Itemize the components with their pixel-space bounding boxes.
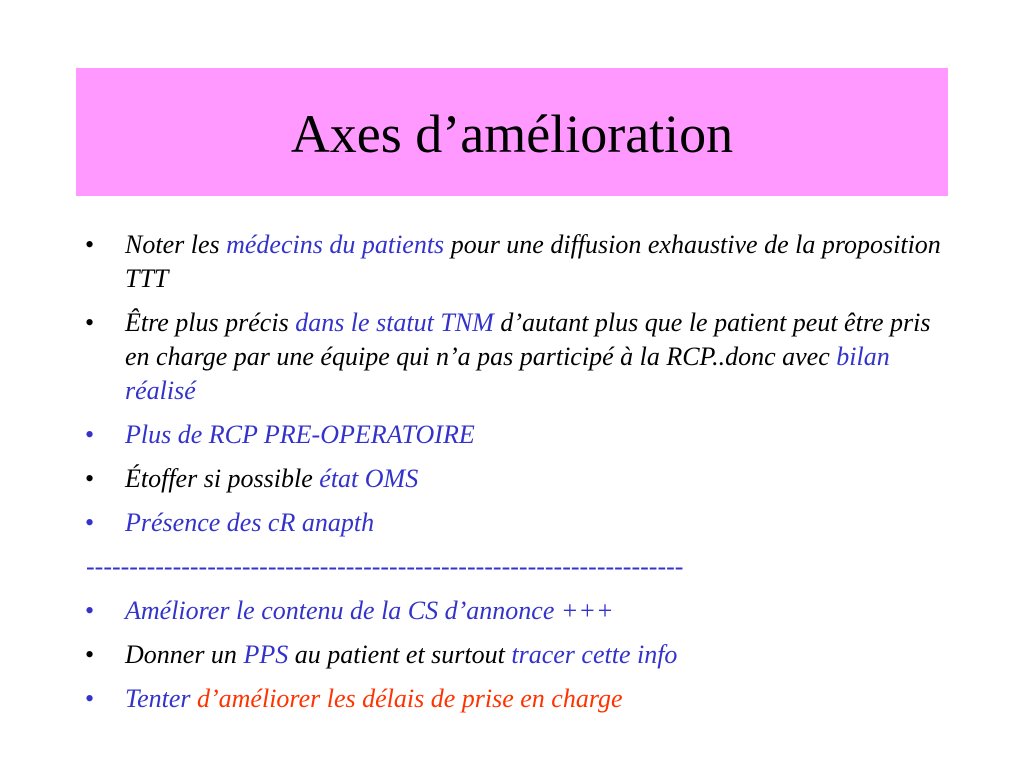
text-run: au patient et surtout — [288, 640, 512, 669]
dashed-separator: --------------------------------------------------------------------- — [86, 552, 684, 581]
bullet-marker: • — [85, 464, 95, 493]
bullet-marker: • — [85, 684, 95, 713]
bullet-marker: • — [85, 420, 95, 449]
bullet-item — [84, 506, 944, 540]
slide-body — [84, 228, 944, 726]
slide-title: Axes d’amélioration — [290, 104, 734, 164]
bullet-item — [84, 462, 944, 496]
bullet-text — [125, 638, 944, 672]
bullet-marker: • — [85, 596, 95, 625]
bullet-item — [84, 228, 944, 296]
text-run-highlight: médecins du patients — [226, 230, 445, 259]
text-run-highlight: bilan réalisé — [125, 342, 890, 405]
bullet-text — [125, 506, 944, 540]
bullet-text — [125, 418, 944, 452]
slide-title-banner — [76, 68, 948, 196]
text-run-highlight: tracer cette info — [511, 640, 678, 669]
bullet-text — [125, 594, 944, 628]
text-run: Donner un — [125, 640, 244, 669]
bullet-item — [84, 418, 944, 452]
bullet-text — [125, 306, 944, 408]
bullet-text — [125, 682, 944, 716]
text-run-highlight: état OMS — [319, 464, 419, 493]
bullet-item — [84, 682, 944, 716]
bullet-marker: • — [85, 230, 95, 259]
bullet-text — [125, 462, 944, 496]
bullet-item — [84, 306, 944, 408]
text-run-highlight: Tenter — [125, 684, 197, 713]
text-run: Étoffer si possible — [125, 464, 320, 493]
text-run: pour une diffusion exhaustive de la proposition TTT — [125, 230, 941, 293]
text-run-highlight: Améliorer le contenu de la CS d’annonce +++ — [125, 596, 614, 625]
text-run-highlight: Plus de RCP PRE-OPERATOIRE — [125, 420, 475, 449]
bullet-item — [84, 638, 944, 672]
text-run-highlight: dans le statut TNM — [295, 308, 494, 337]
bullet-marker: • — [85, 640, 95, 669]
text-run: Noter les — [125, 230, 227, 259]
text-run-highlight: PPS — [243, 640, 289, 669]
bullet-marker: • — [85, 508, 95, 537]
bullet-list-bottom — [84, 594, 944, 716]
bullet-marker: • — [85, 308, 95, 337]
bullet-item — [84, 594, 944, 628]
bullet-text — [125, 228, 944, 296]
text-run-highlight: Présence des cR anapth — [125, 508, 375, 537]
text-run: Être plus précis — [125, 308, 296, 337]
text-run-emphasis: d’améliorer les délais de prise en charge — [197, 684, 623, 713]
bullet-list-top — [84, 228, 944, 540]
text-run: d’autant plus que le patient peut être pris en charge par une équipe qui n’a pas participé à la RCP..donc avec — [125, 308, 931, 371]
